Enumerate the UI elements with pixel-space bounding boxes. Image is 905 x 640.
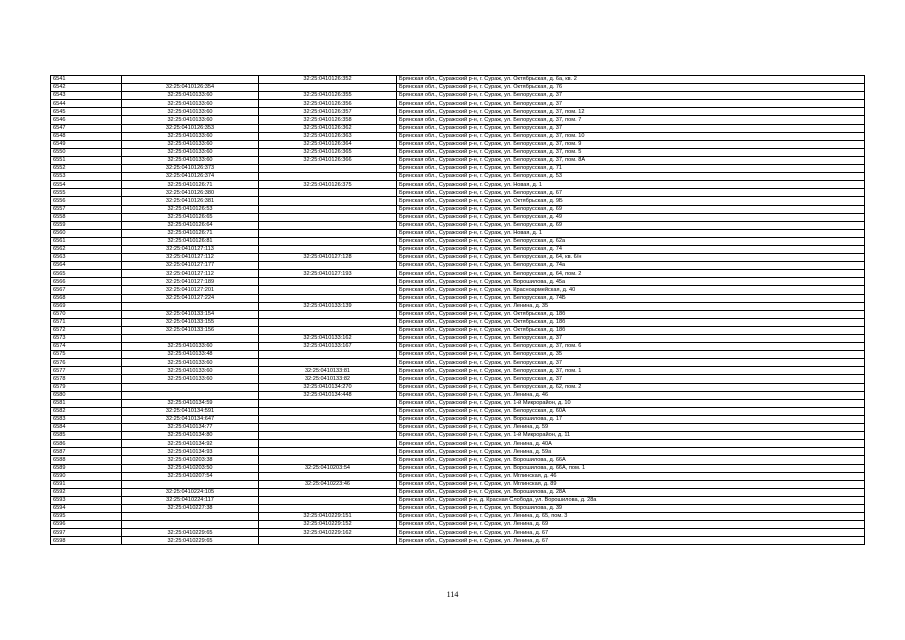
land-plot-cadastral-cell: 32:25:0410133:60: [122, 100, 259, 108]
address-cell: Брянская обл., Суражский р-н, г. Сураж, ул. Ленина, д. 59: [397, 424, 865, 432]
land-plot-cadastral-cell: 32:25:0410134:647: [122, 415, 259, 423]
object-cadastral-cell: [259, 286, 397, 294]
row-number-cell: 6581: [51, 399, 122, 407]
address-cell: Брянская обл., Суражский р-н, г. Сураж, ул. Ленина, д. 40А: [397, 440, 865, 448]
row-number-cell: 6586: [51, 440, 122, 448]
address-cell: Брянская обл., Суражский р-н, г. Сураж, ул. Новая, д. 1: [397, 229, 865, 237]
land-plot-cadastral-cell: 32:25:0410126:64: [122, 221, 259, 229]
address-cell: Брянская обл., Суражский р-н, г. Сураж, ул. Белорусская, д. 37, пом. 12: [397, 108, 865, 116]
land-plot-cadastral-cell: 32:25:0410134:591: [122, 407, 259, 415]
table-row: [51, 270, 865, 278]
row-number-cell: 6549: [51, 140, 122, 148]
land-plot-cadastral-cell: 32:25:0410127:189: [122, 278, 259, 286]
address-cell: Брянская обл., Суражский р-н, г. Сураж, ул. Белорусская, д. 37, пом. 1: [397, 367, 865, 375]
table-row: [51, 521, 865, 529]
table-row: [51, 504, 865, 512]
table-row: [51, 205, 865, 213]
row-number-cell: 6572: [51, 326, 122, 334]
table-row: [51, 335, 865, 343]
address-cell: Брянская обл., Суражский р-н, г. Сураж, ул. Белорусская, д. 64, кв. 6/н: [397, 254, 865, 262]
land-plot-cadastral-cell: [122, 391, 259, 399]
row-number-cell: 6590: [51, 472, 122, 480]
table-row: [51, 124, 865, 132]
object-cadastral-cell: [259, 278, 397, 286]
table-row: [51, 513, 865, 521]
object-cadastral-cell: [259, 432, 397, 440]
row-number-cell: 6551: [51, 156, 122, 164]
land-plot-cadastral-cell: 32:25:0410126:354: [122, 84, 259, 92]
land-plot-cadastral-cell: 32:25:0410126:71: [122, 181, 259, 189]
address-cell: Брянская обл., Суражский р-н, г. Сураж, ул. Белорусская, д. 37, пом. 5: [397, 148, 865, 156]
address-cell: Брянская обл., Суражский р-н, г. Сураж, ул. Ворошилова, д. 39: [397, 504, 865, 512]
land-plot-cadastral-cell: 32:25:0410126:353: [122, 124, 259, 132]
address-cell: Брянская обл., Суражский р-н, д. Красная Слобода, ул. Ворошилова, д. 28а: [397, 496, 865, 504]
table-row: [51, 140, 865, 148]
object-cadastral-cell: 32:25:0410229:151: [259, 513, 397, 521]
land-plot-cadastral-cell: 32:25:0410207:54: [122, 472, 259, 480]
object-cadastral-cell: 32:25:0410203:54: [259, 464, 397, 472]
table-row: [51, 278, 865, 286]
row-number-cell: 6566: [51, 278, 122, 286]
land-plot-cadastral-cell: 32:25:0410133:156: [122, 326, 259, 334]
object-cadastral-cell: [259, 448, 397, 456]
table-row: [51, 407, 865, 415]
object-cadastral-cell: [259, 504, 397, 512]
object-cadastral-cell: 32:25:0410133:139: [259, 302, 397, 310]
address-cell: Брянская обл., Суражский р-н, г. Сураж, ул. Ворошилова, д. 66А, пом. 1: [397, 464, 865, 472]
table-row: [51, 189, 865, 197]
row-number-cell: 6595: [51, 513, 122, 521]
table-row: [51, 472, 865, 480]
row-number-cell: 6591: [51, 480, 122, 488]
table-row: [51, 100, 865, 108]
land-plot-cadastral-cell: 32:25:0410127:112: [122, 270, 259, 278]
object-cadastral-cell: 32:25:0410134:448: [259, 391, 397, 399]
row-number-cell: 6585: [51, 432, 122, 440]
registry-table: [50, 75, 865, 545]
object-cadastral-cell: [259, 221, 397, 229]
object-cadastral-cell: 32:25:0410126:375: [259, 181, 397, 189]
row-number-cell: 6579: [51, 383, 122, 391]
address-cell: Брянская обл., Суражский р-н, г. Сураж, ул. Белорусская, д. 74а: [397, 262, 865, 270]
object-cadastral-cell: 32:25:0410134:270: [259, 383, 397, 391]
address-cell: Брянская обл., Суражский р-н, г. Сураж, ул. Октябрьская, д. 9Б: [397, 197, 865, 205]
land-plot-cadastral-cell: 32:25:0410133:60: [122, 116, 259, 124]
land-plot-cadastral-cell: 32:25:0410133:48: [122, 351, 259, 359]
row-number-cell: 6553: [51, 173, 122, 181]
row-number-cell: 6557: [51, 205, 122, 213]
object-cadastral-cell: 32:25:0410126:363: [259, 132, 397, 140]
address-cell: Брянская обл., Суражский р-н, г. Сураж, ул. Белорусская, д. 53: [397, 173, 865, 181]
table-row: [51, 229, 865, 237]
table-row: [51, 262, 865, 270]
row-number-cell: 6596: [51, 521, 122, 529]
row-number-cell: 6592: [51, 488, 122, 496]
land-plot-cadastral-cell: 32:25:0410127:112: [122, 254, 259, 262]
object-cadastral-cell: [259, 326, 397, 334]
table-row: [51, 391, 865, 399]
land-plot-cadastral-cell: 32:25:0410133:60: [122, 108, 259, 116]
table-row: [51, 254, 865, 262]
row-number-cell: 6568: [51, 294, 122, 302]
land-plot-cadastral-cell: 32:25:0410126:380: [122, 189, 259, 197]
row-number-cell: 6542: [51, 84, 122, 92]
address-cell: Брянская обл., Суражский р-н, г. Сураж, ул. Ленина, д. 69: [397, 521, 865, 529]
object-cadastral-cell: 32:25:0410126:362: [259, 124, 397, 132]
address-cell: Брянская обл., Суражский р-н, г. Сураж, ул. Мглинская, д. 89: [397, 480, 865, 488]
table-row: [51, 367, 865, 375]
object-cadastral-cell: [259, 173, 397, 181]
address-cell: Брянская обл., Суражский р-н, г. Сураж, ул. Ленина, д. 65, пом. 3: [397, 513, 865, 521]
table-row: [51, 237, 865, 245]
land-plot-cadastral-cell: 32:25:0410126:374: [122, 173, 259, 181]
object-cadastral-cell: 32:25:0410126:366: [259, 156, 397, 164]
row-number-cell: 6559: [51, 221, 122, 229]
object-cadastral-cell: [259, 415, 397, 423]
row-number-cell: 6578: [51, 375, 122, 383]
page-number: 114: [446, 590, 459, 599]
table-row: [51, 318, 865, 326]
object-cadastral-cell: [259, 399, 397, 407]
table-row: [51, 326, 865, 334]
table-row: [51, 165, 865, 173]
table-row: [51, 343, 865, 351]
object-cadastral-cell: [259, 237, 397, 245]
address-cell: Брянская обл., Суражский р-н, г. Сураж, ул. Белорусская, д. 49: [397, 213, 865, 221]
table-row: [51, 415, 865, 423]
land-plot-cadastral-cell: 32:25:0410126:381: [122, 197, 259, 205]
row-number-cell: 6573: [51, 335, 122, 343]
object-cadastral-cell: 32:25:0410127:193: [259, 270, 397, 278]
table-row: [51, 496, 865, 504]
land-plot-cadastral-cell: 32:25:0410127:177: [122, 262, 259, 270]
row-number-cell: 6563: [51, 254, 122, 262]
land-plot-cadastral-cell: [122, 302, 259, 310]
address-cell: Брянская обл., Суражский р-н, г. Сураж, ул. Белорусская, д. 37: [397, 92, 865, 100]
address-cell: Брянская обл., Суражский р-н, г. Сураж, ул. Белорусская, д. 37, пом. 6: [397, 343, 865, 351]
object-cadastral-cell: 32:25:0410133:162: [259, 335, 397, 343]
row-number-cell: 6555: [51, 189, 122, 197]
table-row: [51, 294, 865, 302]
land-plot-cadastral-cell: 32:25:0410203:50: [122, 464, 259, 472]
object-cadastral-cell: [259, 537, 397, 545]
object-cadastral-cell: [259, 472, 397, 480]
object-cadastral-cell: [259, 318, 397, 326]
address-cell: Брянская обл., Суражский р-н, г. Сураж, ул. Белорусская, д. 62а: [397, 237, 865, 245]
address-cell: Брянская обл., Суражский р-н, г. Сураж, ул. Красноармейская, д. 40: [397, 286, 865, 294]
land-plot-cadastral-cell: 32:25:0410133:60: [122, 132, 259, 140]
object-cadastral-cell: 32:25:0410229:162: [259, 529, 397, 537]
table-row: [51, 92, 865, 100]
object-cadastral-cell: [259, 205, 397, 213]
row-number-cell: 6545: [51, 108, 122, 116]
row-number-cell: 6587: [51, 448, 122, 456]
land-plot-cadastral-cell: 32:25:0410227:38: [122, 504, 259, 512]
address-cell: Брянская обл., Суражский р-н, г. Сураж, ул. Ленина, д. 67: [397, 529, 865, 537]
land-plot-cadastral-cell: 32:25:0410126:81: [122, 237, 259, 245]
land-plot-cadastral-cell: 32:25:0410133:60: [122, 156, 259, 164]
object-cadastral-cell: 32:25:0410126:356: [259, 100, 397, 108]
table-row: [51, 132, 865, 140]
row-number-cell: 6550: [51, 148, 122, 156]
table-row: [51, 432, 865, 440]
address-cell: Брянская обл., Суражский р-н, г. Сураж, ул. Октябрьская, д. 18б: [397, 310, 865, 318]
table-row: [51, 310, 865, 318]
address-cell: Брянская обл., Суражский р-н, г. Сураж, ул. Октябрьская, д. 18б: [397, 326, 865, 334]
address-cell: Брянская обл., Суражский р-н, г. Сураж, ул. 1-й Микрорайон, д. 11: [397, 432, 865, 440]
land-plot-cadastral-cell: 32:25:0410224:117: [122, 496, 259, 504]
row-number-cell: 6577: [51, 367, 122, 375]
object-cadastral-cell: [259, 310, 397, 318]
table-row: [51, 440, 865, 448]
row-number-cell: 6552: [51, 165, 122, 173]
object-cadastral-cell: 32:25:0410223:46: [259, 480, 397, 488]
object-cadastral-cell: [259, 359, 397, 367]
land-plot-cadastral-cell: 32:25:0410203:38: [122, 456, 259, 464]
land-plot-cadastral-cell: 32:25:0410133:154: [122, 310, 259, 318]
object-cadastral-cell: 32:25:0410133:82: [259, 375, 397, 383]
address-cell: Брянская обл., Суражский р-н, г. Сураж, ул. Белорусская, д. 37, пом. 8А: [397, 156, 865, 164]
object-cadastral-cell: [259, 351, 397, 359]
object-cadastral-cell: 32:25:0410126:358: [259, 116, 397, 124]
row-number-cell: 6564: [51, 262, 122, 270]
row-number-cell: 6544: [51, 100, 122, 108]
address-cell: Брянская обл., Суражский р-н, г. Сураж, ул. Белорусская, д. 74: [397, 245, 865, 253]
object-cadastral-cell: 32:25:0410133:167: [259, 343, 397, 351]
row-number-cell: 6597: [51, 529, 122, 537]
land-plot-cadastral-cell: [122, 521, 259, 529]
land-plot-cadastral-cell: 32:25:0410126:65: [122, 213, 259, 221]
address-cell: Брянская обл., Суражский р-н, г. Сураж, ул. Белорусская, д. 69: [397, 221, 865, 229]
object-cadastral-cell: [259, 245, 397, 253]
land-plot-cadastral-cell: 32:25:0410133:60: [122, 92, 259, 100]
table-row: [51, 245, 865, 253]
land-plot-cadastral-cell: 32:25:0410229:65: [122, 529, 259, 537]
row-number-cell: 6554: [51, 181, 122, 189]
table-row: [51, 456, 865, 464]
row-number-cell: 6594: [51, 504, 122, 512]
table-row: [51, 480, 865, 488]
table-row: [51, 84, 865, 92]
land-plot-cadastral-cell: 32:25:0410127:224: [122, 294, 259, 302]
address-cell: Брянская обл., Суражский р-н, г. Сураж, ул. Белорусская, д. 62, пом. 2: [397, 383, 865, 391]
row-number-cell: 6576: [51, 359, 122, 367]
object-cadastral-cell: [259, 189, 397, 197]
land-plot-cadastral-cell: 32:25:0410134:59: [122, 399, 259, 407]
address-cell: Брянская обл., Суражский р-н, г. Сураж, ул. Мглинская, д. 46: [397, 472, 865, 480]
object-cadastral-cell: [259, 262, 397, 270]
address-cell: Брянская обл., Суражский р-н, г. Сураж, ул. Ленина, д. 67: [397, 537, 865, 545]
row-number-cell: 6598: [51, 537, 122, 545]
table-row: [51, 399, 865, 407]
address-cell: Брянская обл., Суражский р-н, г. Сураж, ул. Белорусская, д. 60А: [397, 407, 865, 415]
table-row: [51, 181, 865, 189]
row-number-cell: 6589: [51, 464, 122, 472]
address-cell: Брянская обл., Суражский р-н, г. Сураж, ул. Белорусская, д. 37, пом. 7: [397, 116, 865, 124]
object-cadastral-cell: [259, 294, 397, 302]
table-row: [51, 286, 865, 294]
object-cadastral-cell: 32:25:0410126:357: [259, 108, 397, 116]
row-number-cell: 6562: [51, 245, 122, 253]
table-row: [51, 464, 865, 472]
row-number-cell: 6570: [51, 310, 122, 318]
land-plot-cadastral-cell: [122, 480, 259, 488]
object-cadastral-cell: 32:25:0410126:352: [259, 76, 397, 84]
address-cell: Брянская обл., Суражский р-н, г. Сураж, ул. Белорусская, д. 74Б: [397, 294, 865, 302]
address-cell: Брянская обл., Суражский р-н, г. Сураж, ул. Белорусская, д. 67: [397, 189, 865, 197]
land-plot-cadastral-cell: 32:25:0410127:201: [122, 286, 259, 294]
row-number-cell: 6543: [51, 92, 122, 100]
table-row: [51, 529, 865, 537]
table-row: [51, 116, 865, 124]
land-plot-cadastral-cell: [122, 513, 259, 521]
row-number-cell: 6556: [51, 197, 122, 205]
address-cell: Брянская обл., Суражский р-н, г. Сураж, ул. Ворошилова, д. 28А: [397, 488, 865, 496]
land-plot-cadastral-cell: [122, 335, 259, 343]
land-plot-cadastral-cell: 32:25:0410134:80: [122, 432, 259, 440]
table-row: [51, 302, 865, 310]
row-number-cell: 6569: [51, 302, 122, 310]
address-cell: Брянская обл., Суражский р-н, г. Сураж, ул. Белорусская, д. 35: [397, 351, 865, 359]
table-row: [51, 375, 865, 383]
object-cadastral-cell: [259, 440, 397, 448]
address-cell: Брянская обл., Суражский р-н, г. Сураж, ул. Белорусская, д. 37: [397, 359, 865, 367]
address-cell: Брянская обл., Суражский р-н, г. Сураж, ул. Новая, д. 1: [397, 181, 865, 189]
land-plot-cadastral-cell: 32:25:0410134:93: [122, 448, 259, 456]
land-plot-cadastral-cell: 32:25:0410134:92: [122, 440, 259, 448]
row-number-cell: 6558: [51, 213, 122, 221]
land-plot-cadastral-cell: 32:25:0410133:60: [122, 359, 259, 367]
address-cell: Брянская обл., Суражский р-н, г. Сураж, ул. Белорусская, д. 37, пом. 9: [397, 140, 865, 148]
object-cadastral-cell: 32:25:0410133:81: [259, 367, 397, 375]
row-number-cell: 6561: [51, 237, 122, 245]
object-cadastral-cell: [259, 165, 397, 173]
row-number-cell: 6548: [51, 132, 122, 140]
object-cadastral-cell: 32:25:0410126:365: [259, 148, 397, 156]
address-cell: Брянская обл., Суражский р-н, г. Сураж, ул. Октябрьская, д. 18б: [397, 318, 865, 326]
address-cell: Брянская обл., Суражский р-н, г. Сураж, ул. Ворошилова, д. 17: [397, 415, 865, 423]
land-plot-cadastral-cell: 32:25:0410133:60: [122, 343, 259, 351]
row-number-cell: 6584: [51, 424, 122, 432]
table-row: [51, 383, 865, 391]
land-plot-cadastral-cell: 32:25:0410126:53: [122, 205, 259, 213]
address-cell: Брянская обл., Суражский р-н, г. Сураж, ул. Ворошилова, д. 66А: [397, 456, 865, 464]
object-cadastral-cell: [259, 424, 397, 432]
table-row: [51, 173, 865, 181]
row-number-cell: 6575: [51, 351, 122, 359]
address-cell: Брянская обл., Суражский р-н, г. Сураж, ул. Ленина, д. 35: [397, 302, 865, 310]
object-cadastral-cell: [259, 496, 397, 504]
object-cadastral-cell: [259, 488, 397, 496]
object-cadastral-cell: 32:25:0410126:364: [259, 140, 397, 148]
land-plot-cadastral-cell: 32:25:0410126:373: [122, 165, 259, 173]
table-row: [51, 424, 865, 432]
table-row: [51, 213, 865, 221]
land-plot-cadastral-cell: 32:25:0410229:65: [122, 537, 259, 545]
address-cell: Брянская обл., Суражский р-н, г. Сураж, ул. Белорусская, д. 69: [397, 205, 865, 213]
address-cell: Брянская обл., Суражский р-н, г. Сураж, ул. Белорусская, д. 37, пом. 10: [397, 132, 865, 140]
address-cell: Брянская обл., Суражский р-н, г. Сураж, ул. Белорусская, д. 37: [397, 100, 865, 108]
land-plot-cadastral-cell: 32:25:0410133:60: [122, 375, 259, 383]
land-plot-cadastral-cell: 32:25:0410133:60: [122, 148, 259, 156]
row-number-cell: 6574: [51, 343, 122, 351]
address-cell: Брянская обл., Суражский р-н, г. Сураж, ул. Белорусская, д. 37: [397, 335, 865, 343]
table-row: [51, 488, 865, 496]
row-number-cell: 6547: [51, 124, 122, 132]
object-cadastral-cell: 32:25:0410229:152: [259, 521, 397, 529]
table-row: [51, 359, 865, 367]
land-plot-cadastral-cell: 32:25:0410126:71: [122, 229, 259, 237]
address-cell: Брянская обл., Суражский р-н, г. Сураж, ул. Ленина, д. 46: [397, 391, 865, 399]
object-cadastral-cell: [259, 213, 397, 221]
row-number-cell: 6583: [51, 415, 122, 423]
address-cell: Брянская обл., Суражский р-н, г. Сураж, ул. 1-й Микрорайон, д. 10: [397, 399, 865, 407]
table-row: [51, 351, 865, 359]
address-cell: Брянская обл., Суражский р-н, г. Сураж, ул. Белорусская, д. 64, пом. 2: [397, 270, 865, 278]
row-number-cell: 6582: [51, 407, 122, 415]
object-cadastral-cell: 32:25:0410126:355: [259, 92, 397, 100]
address-cell: Брянская обл., Суражский р-н, г. Сураж, ул. Белорусская, д. 71: [397, 165, 865, 173]
land-plot-cadastral-cell: [122, 383, 259, 391]
land-plot-cadastral-cell: 32:25:0410134:77: [122, 424, 259, 432]
row-number-cell: 6567: [51, 286, 122, 294]
table-row: [51, 108, 865, 116]
row-number-cell: 6588: [51, 456, 122, 464]
table-row: [51, 148, 865, 156]
land-plot-cadastral-cell: [122, 76, 259, 84]
table-row: [51, 156, 865, 164]
table-row: [51, 197, 865, 205]
table-row: [51, 221, 865, 229]
land-plot-cadastral-cell: 32:25:0410224:105: [122, 488, 259, 496]
object-cadastral-cell: 32:25:0410127:128: [259, 254, 397, 262]
land-plot-cadastral-cell: 32:25:0410133:60: [122, 367, 259, 375]
table-row: [51, 537, 865, 545]
address-cell: Брянская обл., Суражский р-н, г. Сураж, ул. Белорусская, д. 37: [397, 124, 865, 132]
row-number-cell: 6560: [51, 229, 122, 237]
table-row: [51, 76, 865, 84]
address-cell: Брянская обл., Суражский р-н, г. Сураж, ул. Белорусская, д. 37: [397, 375, 865, 383]
registry-table-body: [51, 76, 865, 545]
address-cell: Брянская обл., Суражский р-н, г. Сураж, ул. Ворошилова, д. 45а: [397, 278, 865, 286]
table-row: [51, 448, 865, 456]
row-number-cell: 6565: [51, 270, 122, 278]
address-cell: Брянская обл., Суражский р-н, г. Сураж, ул. Октябрьская, д. 76: [397, 84, 865, 92]
object-cadastral-cell: [259, 197, 397, 205]
address-cell: Брянская обл., Суражский р-н, г. Сураж, ул. Октябрьская, д. 6а, кв. 2: [397, 76, 865, 84]
row-number-cell: 6571: [51, 318, 122, 326]
object-cadastral-cell: [259, 456, 397, 464]
object-cadastral-cell: [259, 229, 397, 237]
object-cadastral-cell: [259, 407, 397, 415]
object-cadastral-cell: [259, 84, 397, 92]
row-number-cell: 6580: [51, 391, 122, 399]
row-number-cell: 6541: [51, 76, 122, 84]
land-plot-cadastral-cell: 32:25:0410133:155: [122, 318, 259, 326]
land-plot-cadastral-cell: 32:25:0410133:60: [122, 140, 259, 148]
address-cell: Брянская обл., Суражский р-н, г. Сураж, ул. Ленина, д. 59а: [397, 448, 865, 456]
row-number-cell: 6546: [51, 116, 122, 124]
land-plot-cadastral-cell: 32:25:0410127:113: [122, 245, 259, 253]
row-number-cell: 6593: [51, 496, 122, 504]
